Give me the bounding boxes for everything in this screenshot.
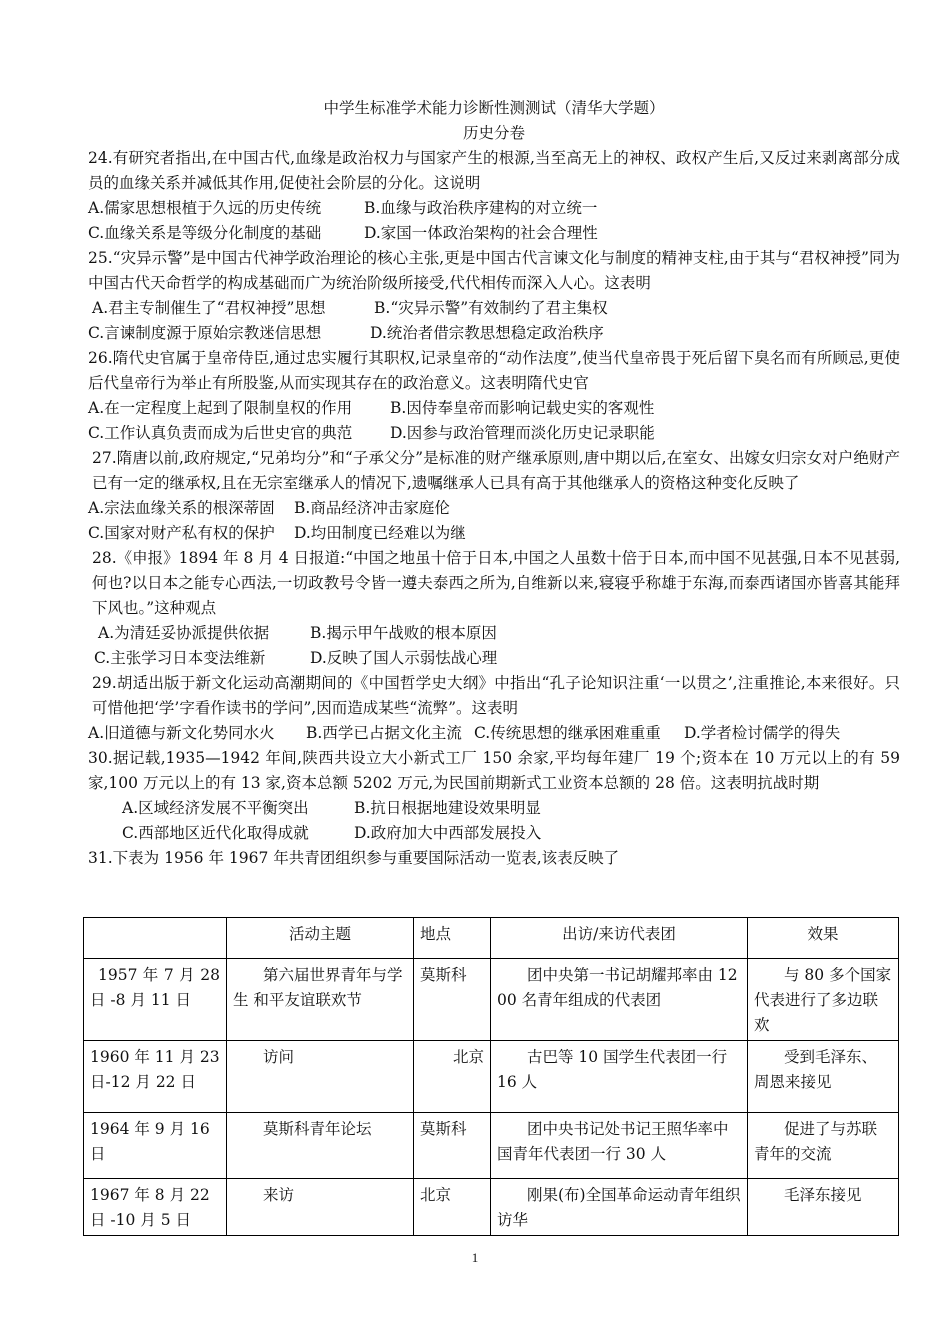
option-row — [88, 196, 900, 221]
page-subtitle: 历史分卷 — [462, 124, 525, 142]
option-a: A.为清廷妥协派提供依据 — [98, 624, 270, 642]
table-header-cell: 出访/来访代表团 — [491, 918, 748, 959]
table-cell-theme: 第六届世界青年与学生 和平友谊联欢节 — [227, 959, 414, 1041]
option-b: B.血缘与政治秩序建构的对立统一 — [364, 199, 598, 217]
option-c: C.国家对财产私有权的保护 — [88, 524, 275, 542]
option-c: C.工作认真负责而成为后世史官的典范 — [88, 424, 353, 442]
table-cell-place: 莫斯科 — [414, 959, 491, 1041]
option-row — [88, 821, 900, 846]
table-cell-effect: 毛泽东接见 — [748, 1179, 899, 1236]
option-a: A.君主专制催生了“君权神授”思想 — [92, 299, 326, 317]
option-d: D.政府加大中西部发展投入 — [354, 824, 542, 842]
option-row — [88, 296, 900, 321]
question-stem: 30.据记载,1935—1942 年间,陕西共设立大小新式工厂 150 余家,平均每年建厂 19 个;资本在 10 万元以上的有 59 家,100 万元以上的有 13 家,资本总额 5202 万元,为民国前期新式工业资本总额的 28 倍。这表明抗战时期 — [88, 749, 900, 792]
table-cell-place: 莫斯科 — [414, 1113, 491, 1179]
table-row — [84, 1041, 899, 1113]
option-b: B.西学已占据文化主流 — [306, 724, 462, 742]
option-c: C.西部地区近代化取得成就 — [122, 824, 309, 842]
table-row — [84, 1179, 899, 1236]
table-cell-date: 1957 年 7 月 28 日 -8 月 11 日 — [84, 959, 227, 1041]
option-row — [88, 221, 900, 246]
option-row — [88, 421, 900, 446]
table-cell-date: 1967 年 8 月 22 日 -10 月 5 日 — [84, 1179, 227, 1236]
option-a: A.区域经济发展不平衡突出 — [122, 799, 309, 817]
table-cell-theme: 来访 — [227, 1179, 414, 1236]
option-row — [88, 796, 900, 821]
table-cell-place: 北京 — [414, 1041, 491, 1113]
table-cell-effect: 与 80 多个国家代表进行了多边联欢 — [748, 959, 899, 1041]
page-number: 1 — [471, 1250, 479, 1265]
table-cell-delegation: 团中央第一书记胡耀邦率由 1200 名青年组成的代表团 — [491, 959, 748, 1041]
table-cell-theme: 访问 — [227, 1041, 414, 1113]
exam-page — [88, 96, 900, 871]
question-stem: 26.隋代史官属于皇帝侍臣,通过忠实履行其职权,记录皇帝的“动作法度”,使当代皇帝畏于死后留下臭名而有所顾忌,更使后代皇帝行为举止有所股鉴,从而实现其存在的政治意义。这表明隋代史官 — [88, 349, 900, 392]
option-row — [88, 721, 900, 746]
option-b: B.因侍奉皇帝而影响记载史实的客观性 — [390, 399, 655, 417]
question-stem: 27.隋唐以前,政府规定,“兄弟均分”和“子承父分”是标准的财产继承原则,唐中期以后,在室女、出嫁女归宗女对户绝财产已有一定的继承权,且在无宗室继承人的情况下,遗嘱继承人已具有高于其他继承人的资格这种变化反映了 — [92, 449, 900, 492]
option-b: B.“灾异示警”有效制约了君主集权 — [374, 299, 608, 317]
option-d: D.反映了国人示弱怯战心理 — [310, 649, 498, 667]
table-header-row — [84, 918, 899, 959]
option-a: A.旧道德与新文化势同水火 — [88, 724, 275, 742]
question-stem: 29.胡适出版于新文化运动高潮期间的《中国哲学史大纲》中指出“孔子论知识注重‘一以贯之’,注重推论,本来很好。只可惜他把‘学’字看作读书的学问”,因而造成某些“流弊”。这表明 — [92, 674, 900, 717]
table-cell-date: 1960 年 11 月 23 日-12 月 22 日 — [84, 1041, 227, 1113]
table-cell-effect: 受到毛泽东、周恩来接见 — [748, 1041, 899, 1113]
option-row — [88, 521, 900, 546]
option-row — [88, 646, 900, 671]
table-cell-delegation: 古巴等 10 国学生代表团一行 16 人 — [491, 1041, 748, 1113]
option-c: C.言谏制度源于原始宗教迷信思想 — [88, 324, 322, 342]
page-title: 中学生标准学术能力诊断性测测试（清华大学题） — [323, 99, 665, 117]
option-d: D.因参与政治管理而淡化历史记录职能 — [390, 424, 655, 442]
option-c: C.血缘关系是等级分化制度的基础 — [88, 224, 322, 242]
option-c: C.传统思想的继承困难重重 — [474, 724, 661, 742]
table-header-cell: 效果 — [748, 918, 899, 959]
table-header-cell: 活动主题 — [227, 918, 414, 959]
question-stem: 31.下表为 1956 年 1967 年共青团组织参与重要国际活动一览表,该表反映了 — [88, 849, 620, 867]
option-d: D.均田制度已经难以为继 — [294, 524, 466, 542]
option-d: D.家国一体政治架构的社会合理性 — [364, 224, 598, 242]
table-cell-delegation: 团中央书记处书记王照华率中国青年代表团一行 30 人 — [491, 1113, 748, 1179]
option-c: C.主张学习日本变法维新 — [94, 649, 266, 667]
option-row — [88, 396, 900, 421]
table-header-cell: 地点 — [414, 918, 491, 959]
table-header-cell — [84, 918, 227, 959]
option-a: A.在一定程度上起到了限制皇权的作用 — [88, 399, 353, 417]
table-row — [84, 959, 899, 1041]
table-cell-delegation: 刚果(布)全国革命运动青年组织访华 — [491, 1179, 748, 1236]
option-d: D.学者检讨儒学的得失 — [684, 724, 841, 742]
option-a: A.宗法血缘关系的根深蒂固 — [88, 499, 275, 517]
option-b: B.揭示甲午战败的根本原因 — [310, 624, 497, 642]
option-row — [88, 321, 900, 346]
question-stem: 24.有研究者指出,在中国古代,血缘是政治权力与国家产生的根源,当至高无上的神权、政权产生后,又反过来剥离部分成员的血缘关系并减低其作用,促使社会阶层的分化。这说明 — [88, 149, 900, 192]
option-a: A.儒家思想根植于久远的历史传统 — [88, 199, 322, 217]
table-cell-effect: 促进了与苏联青年的交流 — [748, 1113, 899, 1179]
activity-table — [83, 917, 899, 1236]
option-b: B.抗日根据地建设效果明显 — [354, 799, 541, 817]
option-row — [88, 621, 900, 646]
option-d: D.统治者借宗教思想稳定政治秩序 — [370, 324, 604, 342]
table-cell-theme: 莫斯科青年论坛 — [227, 1113, 414, 1179]
question-stem: 25.“灾异示警”是中国古代神学政治理论的核心主张,更是中国古代言谏文化与制度的精神支柱,由于其与“君权神授”同为中国古代天命哲学的构成基础而广为统治阶级所接受,代代相传而深入人心。这表明 — [88, 249, 900, 292]
table-cell-place: 北京 — [414, 1179, 491, 1236]
table-cell-date: 1964 年 9 月 16 日 — [84, 1113, 227, 1179]
question-stem: 28.《申报》1894 年 8 月 4 日报道:“中国之地虽十倍于日本,中国之人虽数十倍于日本,而中国不见甚强,日本不见甚弱,何也?以日本之能专心西法,一切政教号令皆一遵夫泰西之所为,自维新以来,寝寝乎称雄于东海,而泰西诸国亦皆喜其能拜下风也。”这种观点 — [92, 549, 900, 617]
option-row — [88, 496, 900, 521]
option-b: B.商品经济冲击家庭伦 — [294, 499, 450, 517]
table-row — [84, 1113, 899, 1179]
